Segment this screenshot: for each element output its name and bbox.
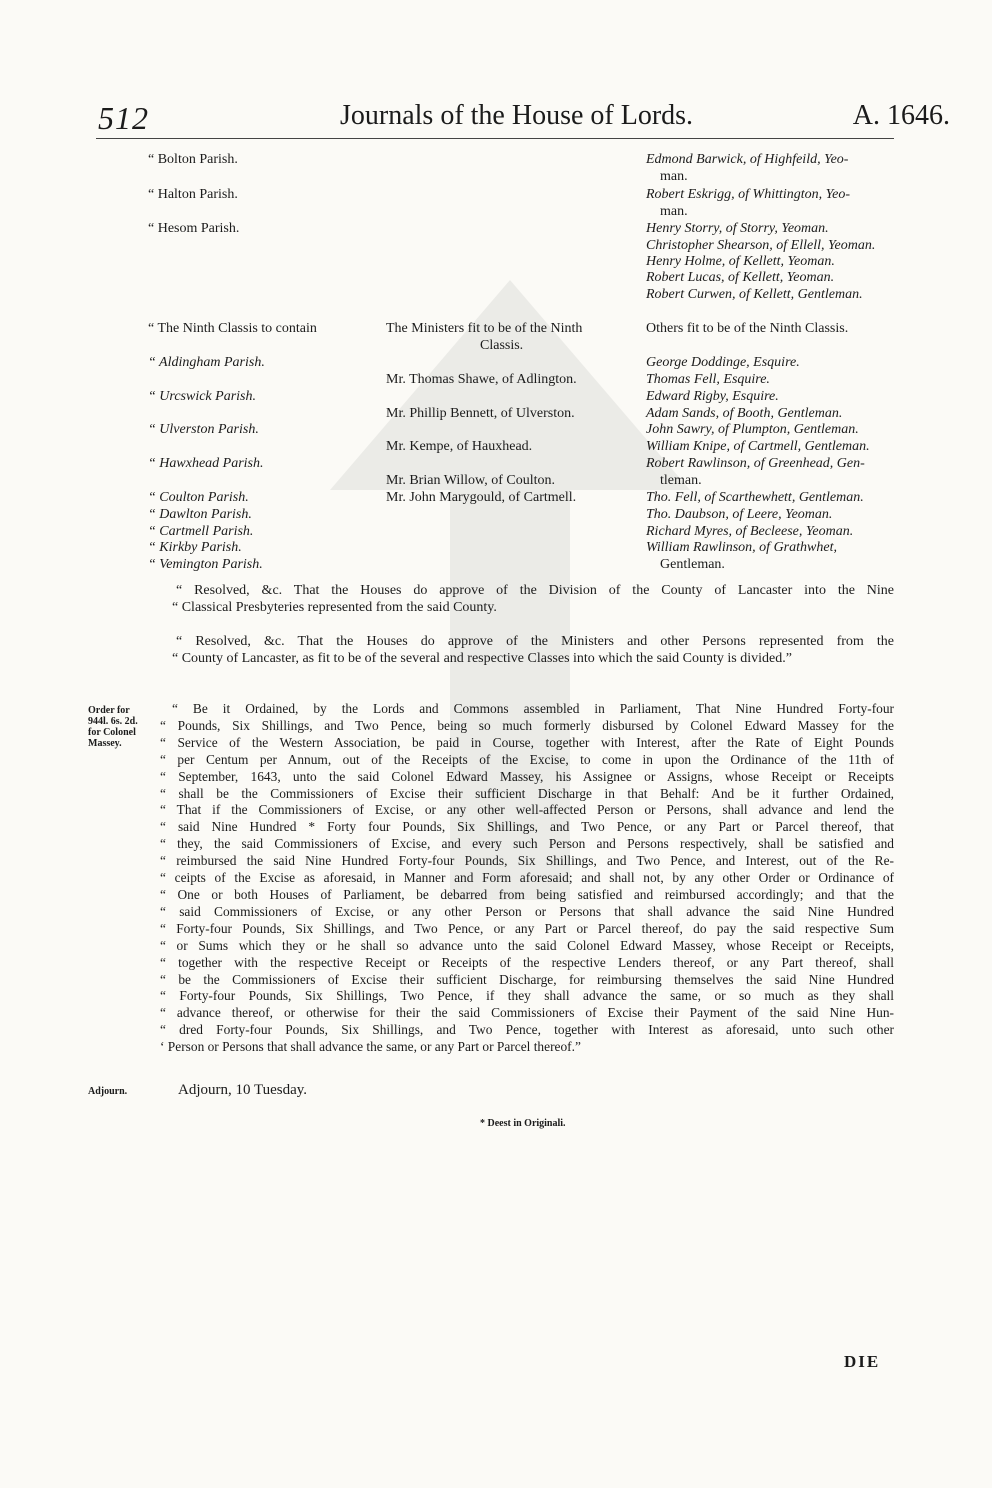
person-entry: Henry Storry, of Storry, Yeoman. xyxy=(646,221,829,236)
person-entry: Richard Myres, of Becleese, Yeoman. xyxy=(646,524,854,539)
margin-note-line: Order for xyxy=(88,705,130,716)
text-line: “ Resolved, &c. That the Houses do approve of the Division of the County of Lancaster into the Nine xyxy=(176,583,894,598)
text-line: “ ceipts of the Excise as aforesaid, in Manner and Form aforesaid; and shall not, by any other Order or Ordinance of xyxy=(160,870,894,886)
person-entry: Henry Holme, of Kellett, Yeoman. xyxy=(646,254,835,269)
minister-entry: Mr. John Marygould, of Cartmell. xyxy=(386,490,577,505)
person-entry: Edmond Barwick, of Highfeild, Yeo- xyxy=(646,152,849,167)
margin-note-adjourn: Adjourn. xyxy=(88,1086,128,1097)
parish-entry: “ Hesom Parish. xyxy=(148,221,240,236)
text-line: “ be the Commissioners of Excise their sufficient Discharge, for reimbursing themselves the said Nine Hundred xyxy=(160,971,894,987)
text-line: “ Service of the Western Association, be paid in Course, together with Interest, after the Rate of Eight Pounds xyxy=(160,734,894,750)
person-entry: John Sawry, of Plumpton, Gentleman. xyxy=(646,422,859,437)
text-line: “ reimbursed the said Nine Hundred Forty-four Pounds, Six Shillings, and Two Pence, and Interest, out of the Re- xyxy=(160,853,894,869)
parish-entry: “ Coulton Parish. xyxy=(148,490,249,505)
text-line: “ Forty-four Pounds, Six Shillings, Two Pence, if they shall advance the same, or so much as they shall xyxy=(160,988,894,1004)
person-entry: Robert Curwen, of Kellett, Gentleman. xyxy=(646,287,863,302)
margin-note xyxy=(88,705,138,749)
text-line: “ Pounds, Six Shillings, and Two Pence, being so much formerly disbursed by Colonel Edward Massey for the xyxy=(160,717,894,733)
page-year: A. 1646. xyxy=(852,100,950,131)
minister-entry: Mr. Phillip Bennett, of Ulverston. xyxy=(386,406,575,421)
person-entry: Adam Sands, of Booth, Gentleman. xyxy=(646,406,843,421)
text-line: ‘ Person or Persons that shall advance the same, or any Part or Parcel thereof.” xyxy=(160,1039,581,1055)
header-rule xyxy=(96,138,894,139)
parish-entry: “ Vemington Parish. xyxy=(148,557,263,572)
parish-entry: “ Cartmell Parish. xyxy=(148,524,254,539)
text-line: “ together with the respective Receipt or Receipts of the respective Lenders thereof, or any Part thereof, shall xyxy=(160,954,894,970)
parish-entry: “ Bolton Parish. xyxy=(148,152,238,167)
text-line: “ Resolved, &c. That the Houses do approve of the Ministers and other Persons represented from the xyxy=(176,634,894,649)
adjourn-text: Adjourn, 10 Tuesday. xyxy=(178,1082,308,1098)
text-line: “ or Sums which they or he shall so advance unto the said Colonel Edward Massey, whose Receipt or Receipts, xyxy=(160,937,894,953)
margin-note-line: for Colonel xyxy=(88,727,136,738)
page-number: 512 xyxy=(98,100,149,136)
text-line: “ said Commissioners of Excise, or any other Person or Persons that shall advance the said Nine Hundred xyxy=(160,903,894,919)
column-heading: “ The Ninth Classis to contain xyxy=(148,321,317,336)
margin-note-line: 944l. 6s. 2d. xyxy=(88,716,138,727)
column-heading: Classis. xyxy=(480,338,524,353)
minister-entry: Mr. Thomas Shawe, of Adlington. xyxy=(386,372,577,387)
text-line: “ said Nine Hundred * Forty four Pounds, Six Shillings, and Two Pence, or any Part or Parcel thereof, that xyxy=(160,819,894,835)
person-entry: Tho. Fell, of Scarthewhett, Gentleman. xyxy=(646,490,864,505)
person-entry: man. xyxy=(660,169,688,184)
person-entry: Robert Lucas, of Kellett, Yeoman. xyxy=(646,270,835,285)
text-line: “ Classical Presbyteries represented from the said County. xyxy=(172,599,497,615)
text-line: “ per Centum per Annum, out of the Receipts of the Excise, to come in upon the Ordinance of the 11th of xyxy=(160,751,894,767)
text-line: “ they, the said Commissioners of Excise, and every such Person and Persons respectively, shall be satisfied and xyxy=(160,836,894,852)
person-entry: Edward Rigby, Esquire. xyxy=(646,389,779,404)
person-entry: Robert Rawlinson, of Greenhead, Gen- xyxy=(646,456,865,471)
person-entry: Christopher Shearson, of Ellell, Yeoman. xyxy=(646,238,876,253)
person-entry: George Doddinge, Esquire. xyxy=(646,355,800,370)
minister-entry: Mr. Kempe, of Hauxhead. xyxy=(386,439,533,454)
margin-note-line: Massey. xyxy=(88,738,122,749)
person-entry: Robert Eskrigg, of Whittington, Yeo- xyxy=(646,187,851,202)
text-line: “ dred Forty-four Pounds, Six Shillings, and Two Pence, together with Interest as aforesaid, unto such other xyxy=(160,1022,894,1038)
parish-entry: “ Kirkby Parish. xyxy=(148,540,242,555)
person-entry: man. xyxy=(660,204,688,219)
text-line: “ advance thereof, or otherwise for their the said Commissioners of Excise their Payment of the said Nine Hun- xyxy=(160,1005,894,1021)
text-line: “ shall be the Commissioners of Excise their sufficient Discharge in that Behalf: And be it further Ordained, xyxy=(160,785,894,801)
parish-entry: “ Dawlton Parish. xyxy=(148,507,252,522)
ordinance-paragraph xyxy=(160,701,894,1056)
text-line: “ Be it Ordained, by the Lords and Commons assembled in Parliament, That Nine Hundred Forty-four xyxy=(172,701,894,716)
text-line: “ One or both Houses of Parliament, be debarred from being satisfied and reimbursed accordingly; and that the xyxy=(160,886,894,902)
column-heading: Others fit to be of the Ninth Classis. xyxy=(646,321,849,336)
catchword: DIE xyxy=(844,1352,881,1371)
person-entry: Gentleman. xyxy=(660,557,725,572)
minister-entry: Mr. Brian Willow, of Coulton. xyxy=(386,473,555,488)
person-entry: William Knipe, of Cartmell, Gentleman. xyxy=(646,439,870,454)
person-entry: tleman. xyxy=(660,473,702,488)
column-heading: The Ministers fit to be of the Ninth xyxy=(386,321,583,336)
text-line: “ Forty-four Pounds, Six Shillings, and Two Pence, or any Part or Parcel thereof, do pay the said respective Sum xyxy=(160,920,894,936)
parish-entry: “ Halton Parish. xyxy=(148,187,238,202)
parish-entry: “ Hawxhead Parish. xyxy=(148,456,264,471)
resolution-paragraph xyxy=(172,583,894,617)
text-line: “ September, 1643, unto the said Colonel Edward Massey, his Assignee or Assigns, whose Receipt or Receipts xyxy=(160,768,894,784)
parish-entry: “ Urcswick Parish. xyxy=(148,389,256,404)
person-entry: Tho. Daubson, of Leere, Yeoman. xyxy=(646,507,833,522)
footnote: * Deest in Originali. xyxy=(480,1118,566,1129)
parish-entry: “ Ulverston Parish. xyxy=(148,422,259,437)
person-entry: Thomas Fell, Esquire. xyxy=(646,372,770,387)
running-title: Journals of the House of Lords. xyxy=(340,100,694,131)
text-line: “ County of Lancaster, as fit to be of the several and respective Classes into which the said County is divided.” xyxy=(172,650,792,666)
parish-entry: “ Aldingham Parish. xyxy=(148,355,265,370)
resolution-paragraph xyxy=(172,634,894,668)
text-line: “ That if the Commissioners of Excise, or any other well-affected Person or Persons, shall advance and lend the xyxy=(160,802,894,818)
person-entry: William Rawlinson, of Grathwhet, xyxy=(646,540,837,555)
